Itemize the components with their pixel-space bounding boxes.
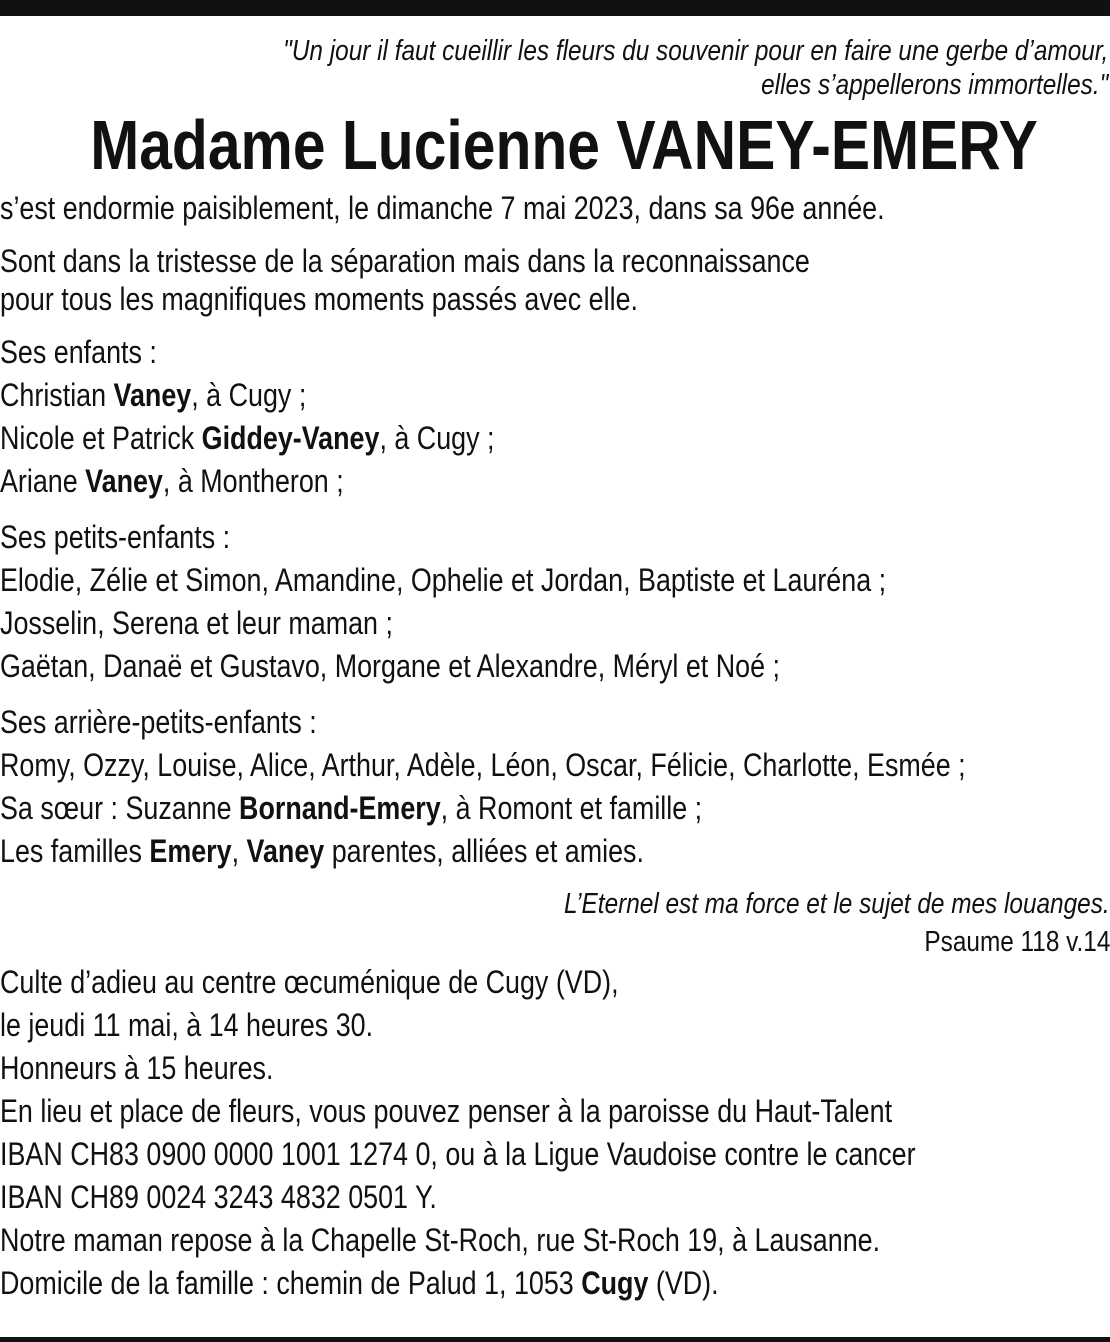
ceremony-line: En lieu et place de fleurs, vous pouvez penser à la paroisse du Haut-Talent [0,1093,893,1129]
epigraph [0,34,1110,102]
great-grandchildren-section [0,701,1110,873]
ceremony-line: Notre maman repose à la Chapelle St-Roch, rue St-Roch 19, à Lausanne. [0,1222,881,1258]
great-grandchildren-heading: Ses arrière-petits-enfants : [0,704,317,740]
grandchildren-heading: Ses petits-enfants : [0,519,231,555]
epigraph-line-2: elles s’appellerons immortelles." [760,69,1108,101]
grandchildren-line: Gaëtan, Danaë et Gustavo, Morgane et Alexandre, Méryl et Noé ; [0,648,780,684]
ceremony-details [0,961,1110,1305]
grandchildren-section [0,516,1110,688]
child-surname: Giddey-Vaney [201,420,380,456]
obituary-content [0,34,1110,1305]
psalm-reference: Psaume 118 v.14 [924,926,1110,958]
great-grandchildren-line: Romy, Ozzy, Louise, Alice, Arthur, Adèle, Léon, Oscar, Félicie, Charlotte, Esmée ; [0,747,966,783]
family-name-vaney: Vaney [246,833,325,869]
psalm-text: L’Eternel est ma force et le sujet de mes louanges. [564,888,1110,920]
child-entry: Nicole et Patrick Giddey-Vaney, à Cugy ; [0,420,495,456]
sister-surname: Bornand-Emery [239,790,441,826]
child-surname: Vaney [85,463,163,499]
ceremony-line: le jeudi 11 mai, à 14 heures 30. [0,1007,374,1043]
family-address: Domicile de la famille : chemin de Palud 1, 1053 Cugy (VD). [0,1265,719,1301]
family-name-emery: Emery [149,833,232,869]
families-entry: Les familles Emery, Vaney parentes, alliées et amies. [0,833,644,869]
deceased-name-text: Madame Lucienne VANEY-EMERY [90,106,1038,184]
family-intro [0,242,1110,318]
child-surname: Vaney [113,377,192,413]
grandchildren-line: Josselin, Serena et leur maman ; [0,605,393,641]
family-intro-line-2: pour tous les magnifiques moments passés avec elle. [0,281,638,317]
ceremony-line: Honneurs à 15 heures. [0,1050,274,1086]
psalm-quote [0,885,1110,961]
child-entry: Ariane Vaney, à Montheron ; [0,463,344,499]
announcement [0,187,1110,230]
children-section [0,331,1110,503]
children-heading: Ses enfants : [0,334,157,370]
epigraph-line-1: "Un jour il faut cueillir les fleurs du souvenir pour en faire une gerbe d’amour, [282,35,1108,67]
deceased-name [0,103,1110,187]
address-city: Cugy [581,1265,649,1301]
ceremony-line: IBAN CH89 0024 3243 4832 0501 Y. [0,1179,437,1215]
sister-entry: Sa sœur : Suzanne Bornand-Emery, à Romont et famille ; [0,790,703,826]
family-intro-line-1: Sont dans la tristesse de la séparation mais dans la reconnaissance [0,243,810,279]
ceremony-line: IBAN CH83 0900 0000 1001 1274 0, ou à la Ligue Vaudoise contre le cancer [0,1136,916,1172]
child-entry: Christian Vaney, à Cugy ; [0,377,307,413]
ceremony-line: Culte d’adieu au centre œcuménique de Cugy (VD), [0,964,619,1000]
announcement-text: s’est endormie paisiblement, le dimanche 7 mai 2023, dans sa 96e année. [0,190,885,226]
grandchildren-line: Elodie, Zélie et Simon, Amandine, Ophelie et Jordan, Baptiste et Lauréna ; [0,562,887,598]
